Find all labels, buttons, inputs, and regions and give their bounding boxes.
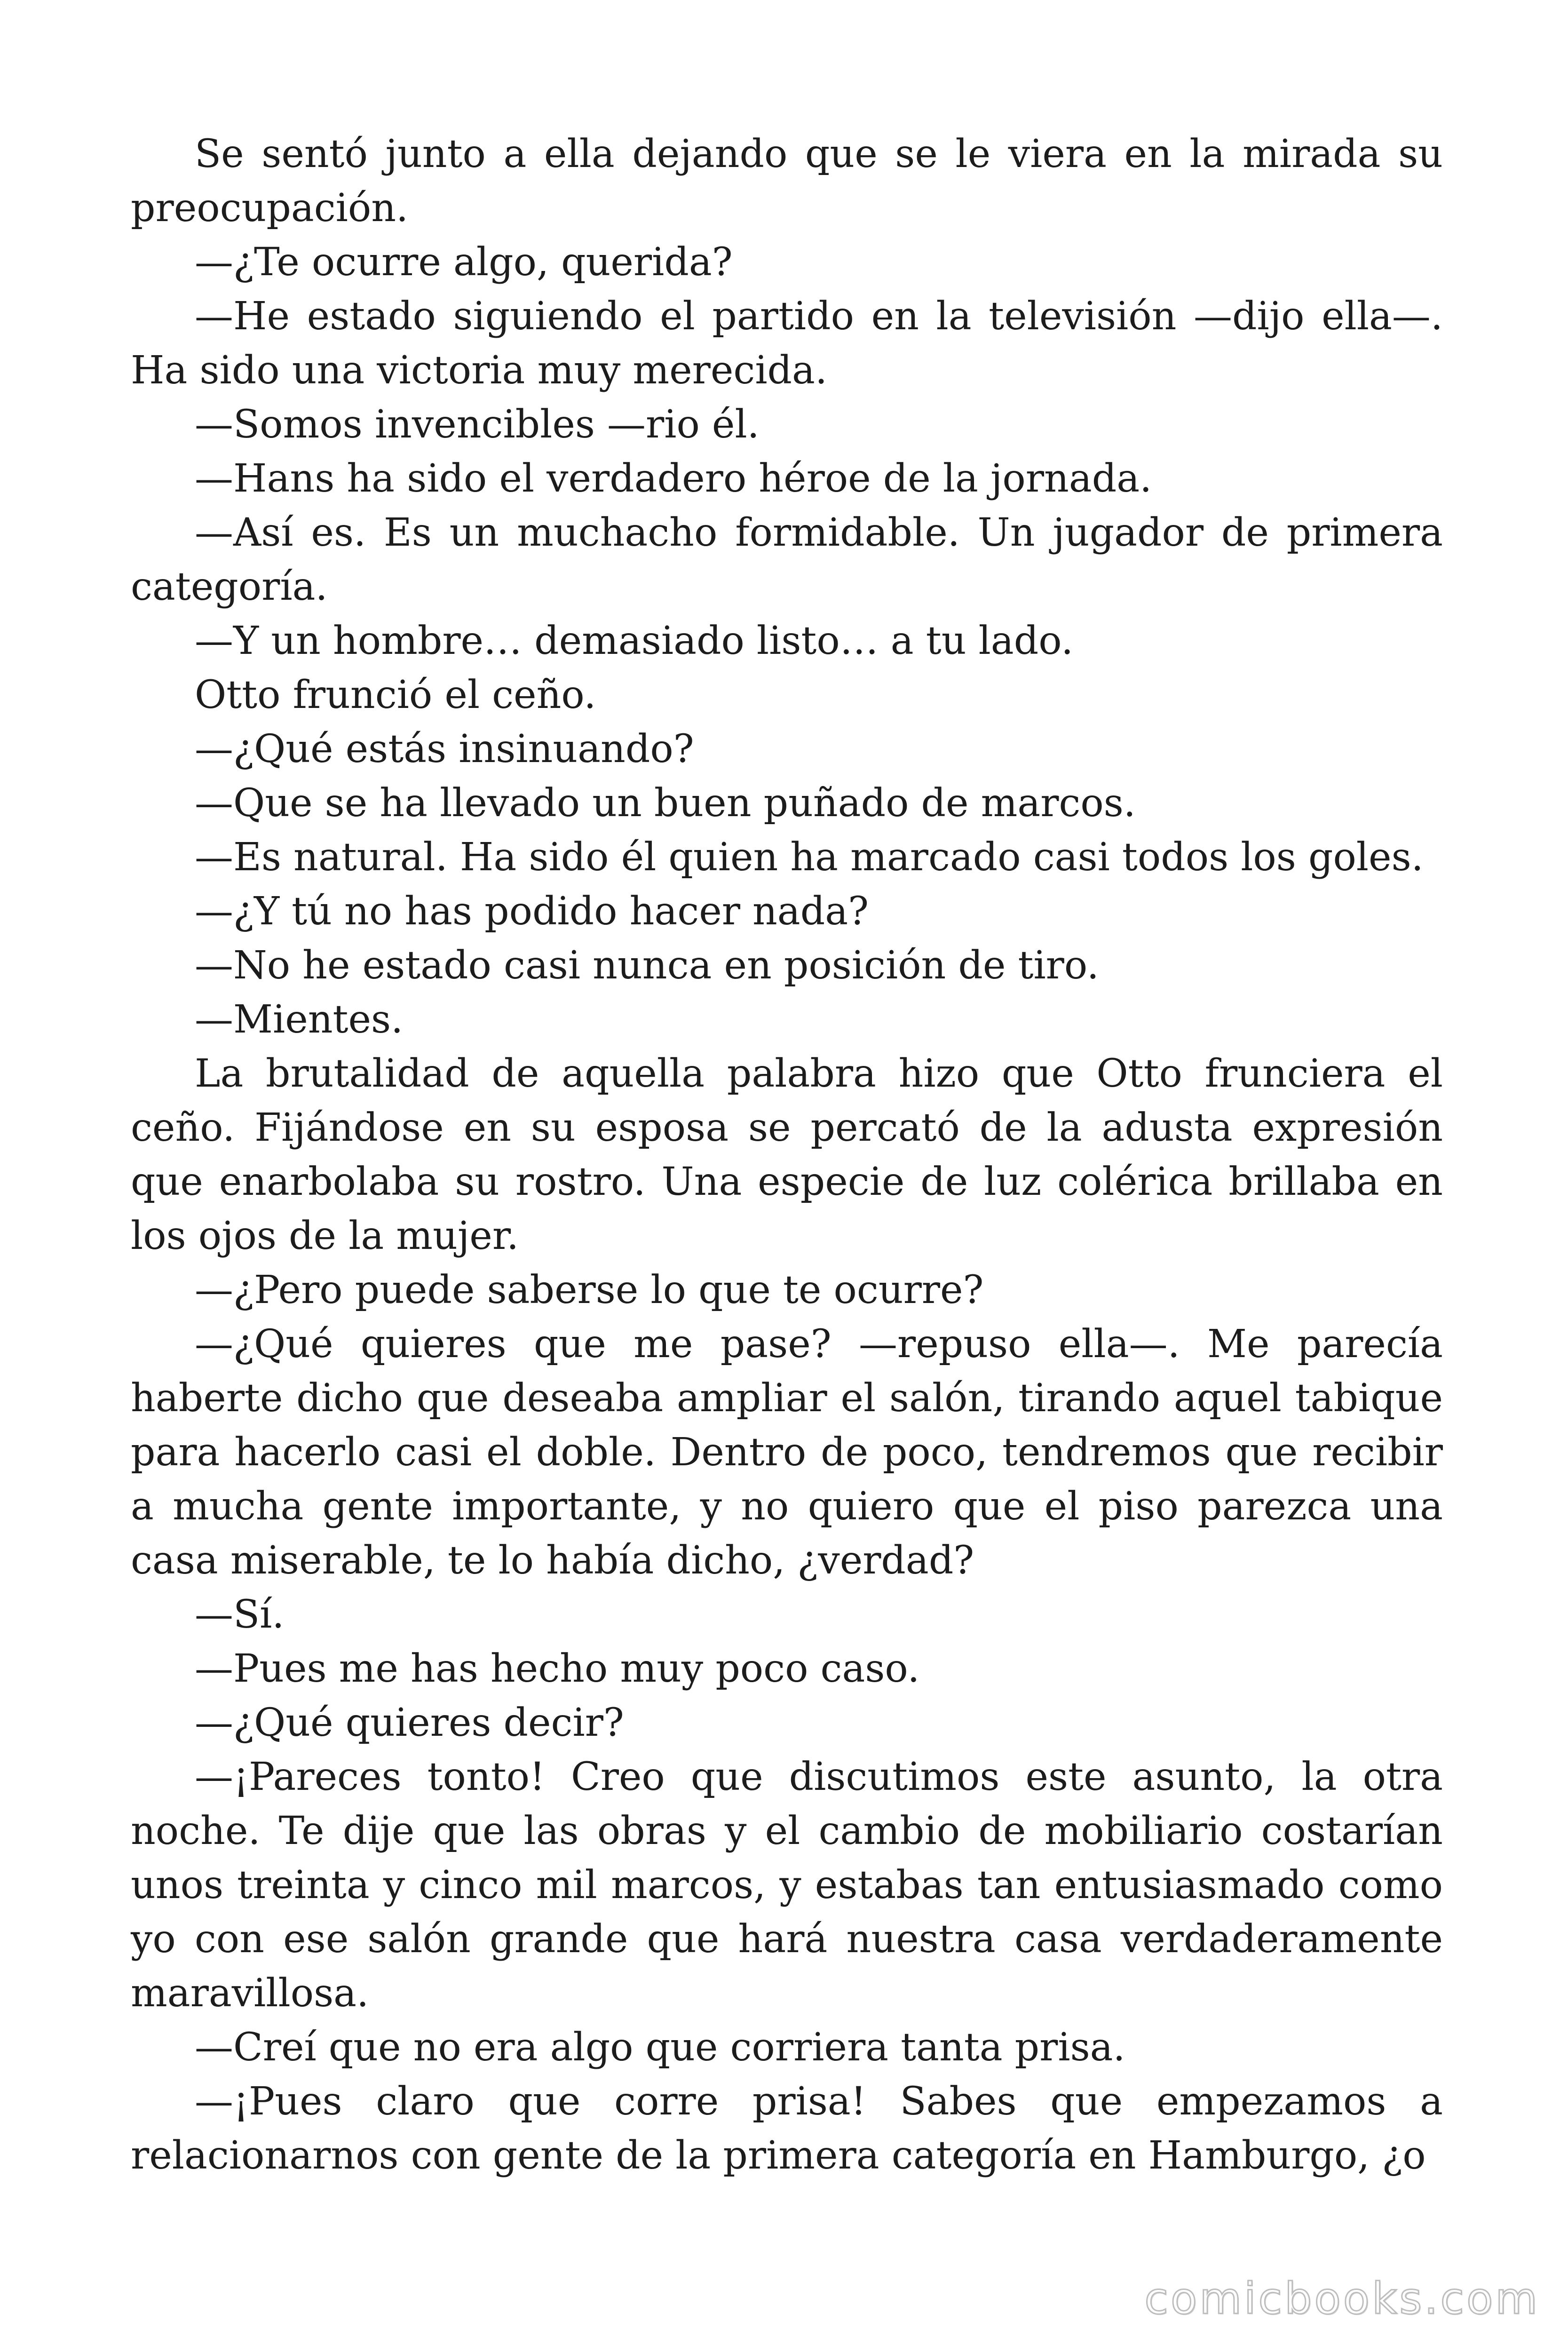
paragraph-22: —Creí que no era algo que corriera tanta prisa. xyxy=(195,2025,1125,2070)
watermark-logo: comicbooks.com xyxy=(1144,2273,1540,2324)
paragraph-13: —No he estado casi nunca en posición de tiro. xyxy=(195,943,1099,988)
paragraph-15: La brutalidad de aquella palabra hizo que Otto frunciera el ceño. Fijándose en su esposa se percató de la adusta expresión que enarbolaba su rostro. Una especie de luz colérica brillaba en los ojos de la mujer. xyxy=(131,1051,1443,1258)
paragraph-21: —¡Pareces tonto! Creo que discutimos este asunto, la otra noche. Te dije que las obras y el cambio de mobiliario costarían unos treinta y cinco mil marcos, y estabas tan entusiasmado como yo con ese salón grande que hará nuestra casa verdaderamente maravillosa. xyxy=(131,1755,1443,2016)
paragraph-4: —Somos invencibles —rio él. xyxy=(195,402,760,447)
paragraph-7: —Y un hombre… demasiado listo… a tu lado. xyxy=(195,619,1074,663)
paragraph-19: —Pues me has hecho muy poco caso. xyxy=(195,1646,920,1691)
paragraph-8: Otto frunció el ceño. xyxy=(195,673,596,717)
body-text xyxy=(131,127,1443,2183)
paragraph-12: —¿Y tú no has podido hacer nada? xyxy=(195,889,869,934)
paragraph-3: —He estado siguiendo el partido en la televisión —dijo ella—. Ha sido una victoria muy merecida. xyxy=(131,294,1443,393)
paragraph-6: —Así es. Es un muchacho formidable. Un jugador de primera categoría. xyxy=(131,510,1443,609)
paragraph-5: —Hans ha sido el verdadero héroe de la jornada. xyxy=(195,456,1152,501)
paragraph-1: Se sentó junto a ella dejando que se le viera en la mirada su preocupación. xyxy=(131,132,1443,230)
paragraph-2: —¿Te ocurre algo, querida? xyxy=(195,240,733,285)
paragraph-23: —¡Pues claro que corre prisa! Sabes que empezamos a relacionarnos con gente de la primera categoría en Hamburgo, ¿o xyxy=(131,2079,1443,2178)
paragraph-16: —¿Pero puede saberse lo que te ocurre? xyxy=(195,1268,984,1312)
paragraph-18: —Sí. xyxy=(195,1592,285,1637)
paragraph-14: —Mientes. xyxy=(195,997,404,1042)
paragraph-9: —¿Qué estás insinuando? xyxy=(195,727,694,771)
paragraph-11: —Es natural. Ha sido él quien ha marcado casi todos los goles. xyxy=(195,835,1424,880)
paragraph-10: —Que se ha llevado un buen puñado de marcos. xyxy=(195,781,1136,826)
paragraph-20: —¿Qué quieres decir? xyxy=(195,1700,624,1745)
paragraph-17: —¿Qué quieres que me pase? —repuso ella—. Me parecía haberte dicho que deseaba ampliar el salón, tirando aquel tabique para hacerlo casi el doble. Dentro de poco, tendremos que recibir a mucha gente importante, y no quiero que el piso parezca una casa miserable, te lo había dicho, ¿verdad? xyxy=(131,1322,1443,1583)
